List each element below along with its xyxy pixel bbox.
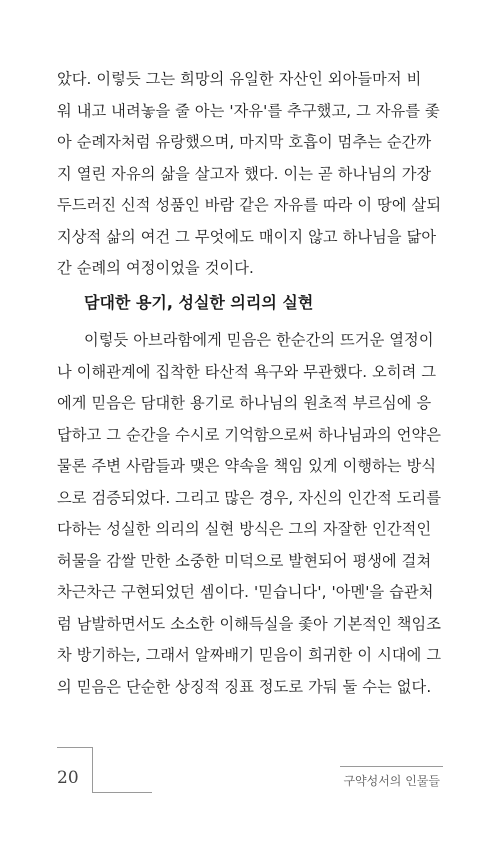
text-line: 았다. 이렇듯 그는 희망의 유일한 자산인 외아들마저 비 [57,70,422,88]
text-line: 차근차근 구현되었던 셈이다. '믿습니다', '아멘'을 습관처 [57,583,434,601]
text-line: 나 이해관계에 집착한 타산적 욕구와 무관했다. 오히려 그 [57,362,437,381]
text-line: 이렇듯 아브라함에게 믿음은 한순간의 뜨거운 열정이 [84,331,434,349]
text-line: 간 순례의 여정이었을 것이다. [57,259,254,277]
text-line: 으로 검증되었다. 그리고 많은 경우, 자신의 인간적 도리를 [57,488,442,507]
footer-rule-vertical [92,747,93,792]
text-line: 에게 믿음은 담대한 용기로 하나님의 원초적 부르심에 응 [57,394,432,412]
text-line: 허물을 감쌀 만한 소중한 미덕으로 발현되어 평생에 걸쳐 [57,551,432,570]
footer-rule-right [340,766,443,767]
text-line: 지 열린 자유의 삶을 살고자 했다. 이는 곧 하나님의 가장 [57,164,432,183]
text-line: 두드러진 신적 성품인 바람 같은 자유를 따라 이 땅에 살되 [57,196,442,214]
footer-rule-top [57,747,93,748]
text-line: 지상적 삶의 여건 그 무엇에도 매이지 않고 하나님을 닮아 [57,227,437,246]
text-line: 차 방기하는, 그래서 알짜배기 믿음이 희귀한 이 시대에 그 [57,646,442,664]
text-line: 물론 주변 사람들과 맺은 약속을 책임 있게 이행하는 방식 [57,457,437,475]
page-number: 20 [57,768,79,788]
text-line: 아 순례자처럼 유랑했으며, 마지막 호흡이 멈추는 순간까 [57,133,432,151]
text-line: 워 내고 내려놓을 줄 아는 '자유'를 추구했고, 그 자유를 좇 [57,101,440,120]
footer-rule-bottom [92,792,152,793]
text-line: 럼 남발하면서도 소소한 이해득실을 좇아 기본적인 책임조 [57,614,442,633]
text-line: 의 믿음은 단순한 상징적 징표 정도로 가둬 둘 수는 없다. [57,677,432,696]
body-paragraph-2 [57,325,443,703]
section-heading: 담대한 용기, 성실한 의리의 실현 [84,293,314,312]
text-line: 다하는 성실한 의리의 실현 방식은 그의 자잘한 인간적인 [57,520,432,538]
running-title: 구약성서의 인물들 [343,774,440,788]
body-paragraph-1 [57,64,443,285]
text-line: 답하고 그 순간을 수시로 기억함으로써 하나님과의 언약은 [57,425,442,444]
